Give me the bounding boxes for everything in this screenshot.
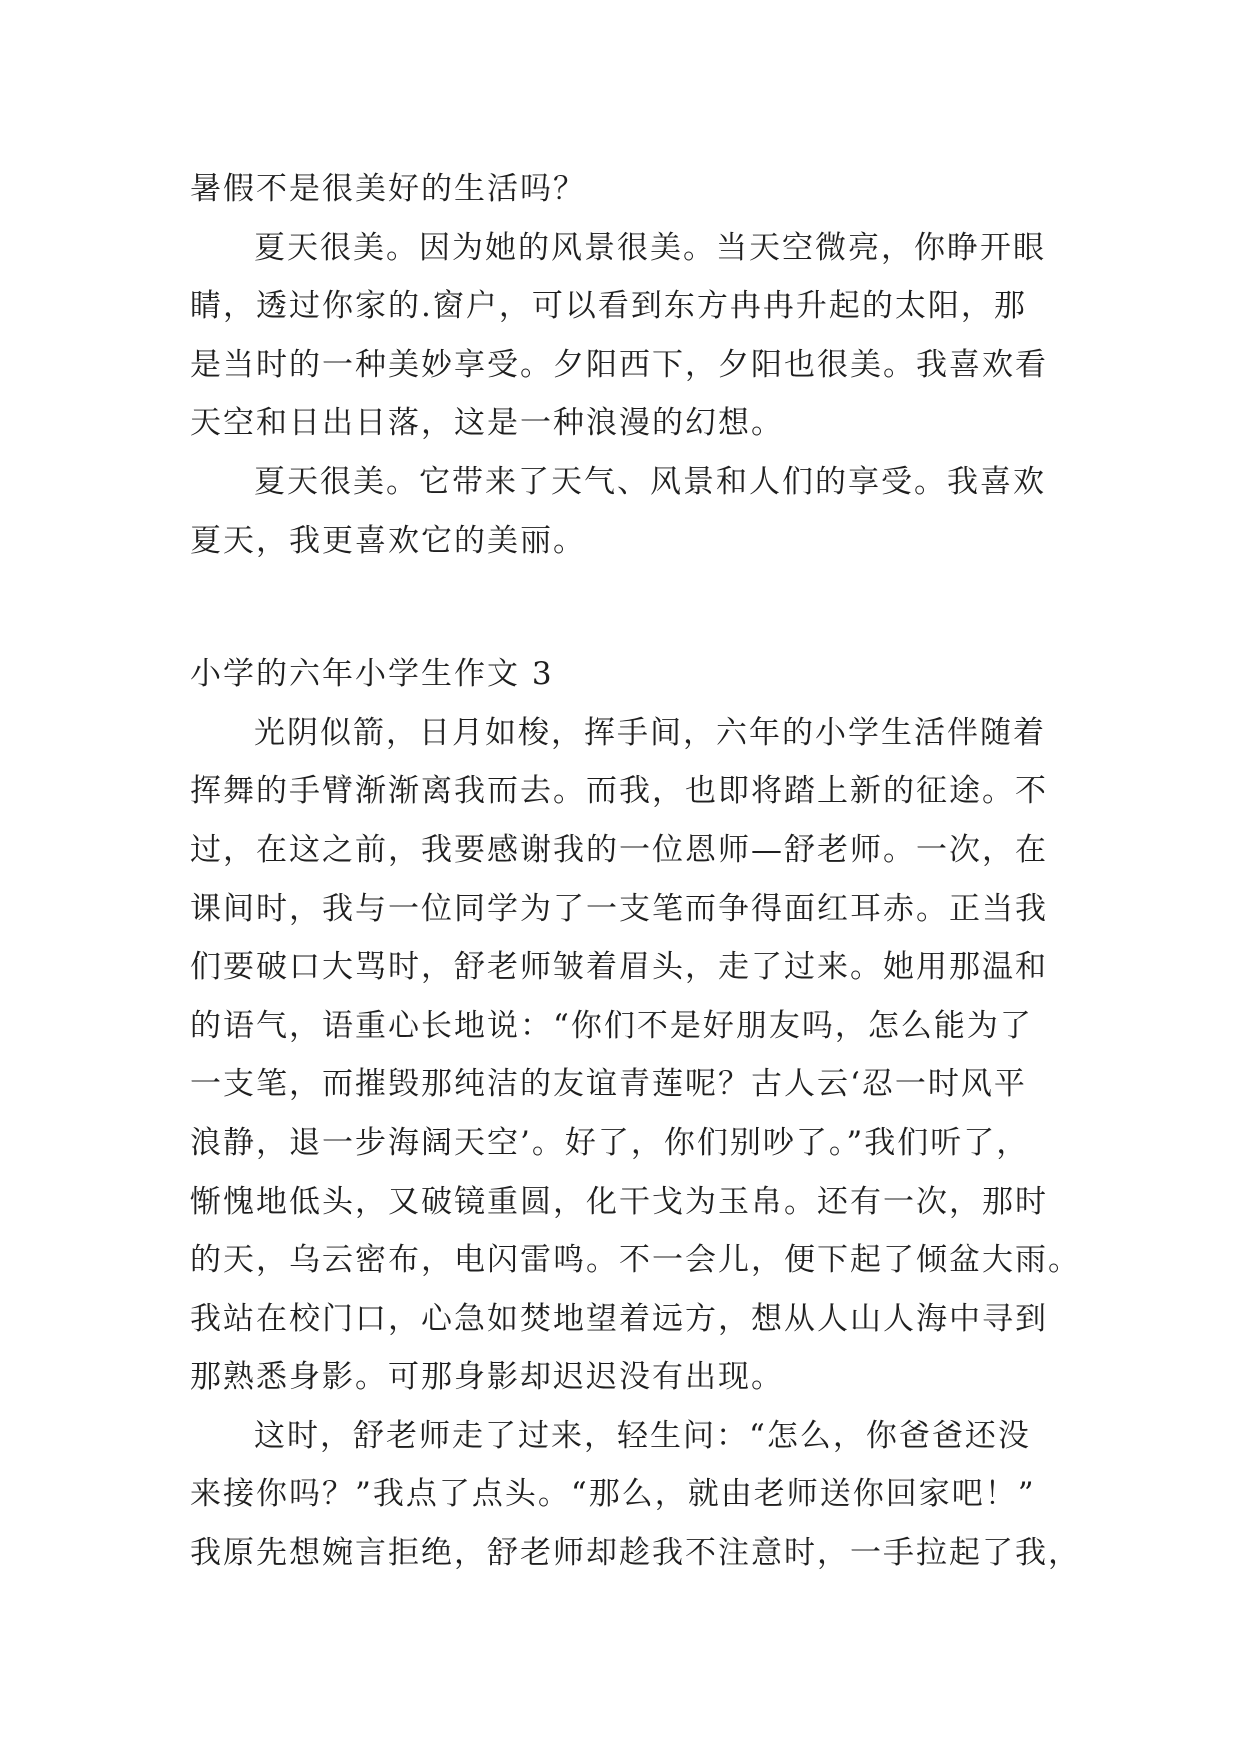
section-spacer bbox=[190, 570, 1060, 645]
text-line: 浪静，退一步海阔天空’。好了，你们别吵了。”我们听了， bbox=[190, 1124, 1030, 1161]
text-line: 那熟悉身影。可那身影却迟迟没有出现。 bbox=[190, 1359, 784, 1396]
text-line: 来接你吗？”我点了点头。“那么，就由老师送你回家吧！” bbox=[190, 1476, 1036, 1513]
text-line: 一支笔，而摧毁那纯洁的友谊青莲呢？古人云‘忍一时风平 bbox=[190, 1066, 1027, 1103]
text-line: 天空和日出日落，这是一种浪漫的幻想。 bbox=[190, 405, 784, 442]
text-line: 的语气，语重心长地说：“你们不是好朋友吗，怎么能为了 bbox=[190, 1007, 1033, 1044]
text-line: 的天，乌云密布，电闪雷鸣。不一会儿，便下起了倾盆大雨。 bbox=[190, 1242, 1081, 1279]
text-line: 夏天，我更喜欢它的美丽。 bbox=[190, 522, 586, 559]
text-line: 暑假不是很美好的生活吗？ bbox=[190, 171, 586, 207]
text-line: 我站在校门口，心急如焚地望着远方，想从人山人海中寻到 bbox=[190, 1300, 1048, 1337]
paragraph-first-line: 夏天很美。因为她的风景很美。当天空微亮，你睁开眼 bbox=[254, 229, 1046, 266]
text-line: 挥舞的手臂渐渐离我而去。而我，也即将踏上新的征途。不 bbox=[190, 773, 1048, 810]
text-line: 过，在这之前，我要感谢我的一位恩师—舒老师。一次，在 bbox=[190, 831, 1048, 868]
text-line: 们要破口大骂时，舒老师皱着眉头，走了过来。她用那温和 bbox=[190, 949, 1048, 986]
section-title: 小学的六年小学生作文 3 bbox=[190, 656, 554, 693]
document-body bbox=[190, 160, 1081, 1583]
text-line: 睛，透过你家的.窗户，可以看到东方冉冉升起的太阳，那 bbox=[190, 288, 1027, 325]
paragraph-first-line: 光阴似箭，日月如梭，挥手间，六年的小学生活伴随着 bbox=[254, 714, 1046, 751]
text-line: 我原先想婉言拒绝，舒老师却趁我不注意时，一手拉起了我， bbox=[190, 1535, 1081, 1572]
text-line: 是当时的一种美妙享受。夕阳西下，夕阳也很美。我喜欢看 bbox=[190, 346, 1048, 383]
paragraph-first-line: 这时，舒老师走了过来，轻生问：“怎么，你爸爸还没 bbox=[254, 1417, 1031, 1454]
text-line: 课间时，我与一位同学为了一支笔而争得面红耳赤。正当我 bbox=[190, 890, 1048, 927]
paragraph-first-line: 夏天很美。它带来了天气、风景和人们的享受。我喜欢 bbox=[254, 463, 1046, 500]
text-line: 惭愧地低头，又破镜重圆，化干戈为玉帛。还有一次，那时 bbox=[190, 1183, 1048, 1220]
